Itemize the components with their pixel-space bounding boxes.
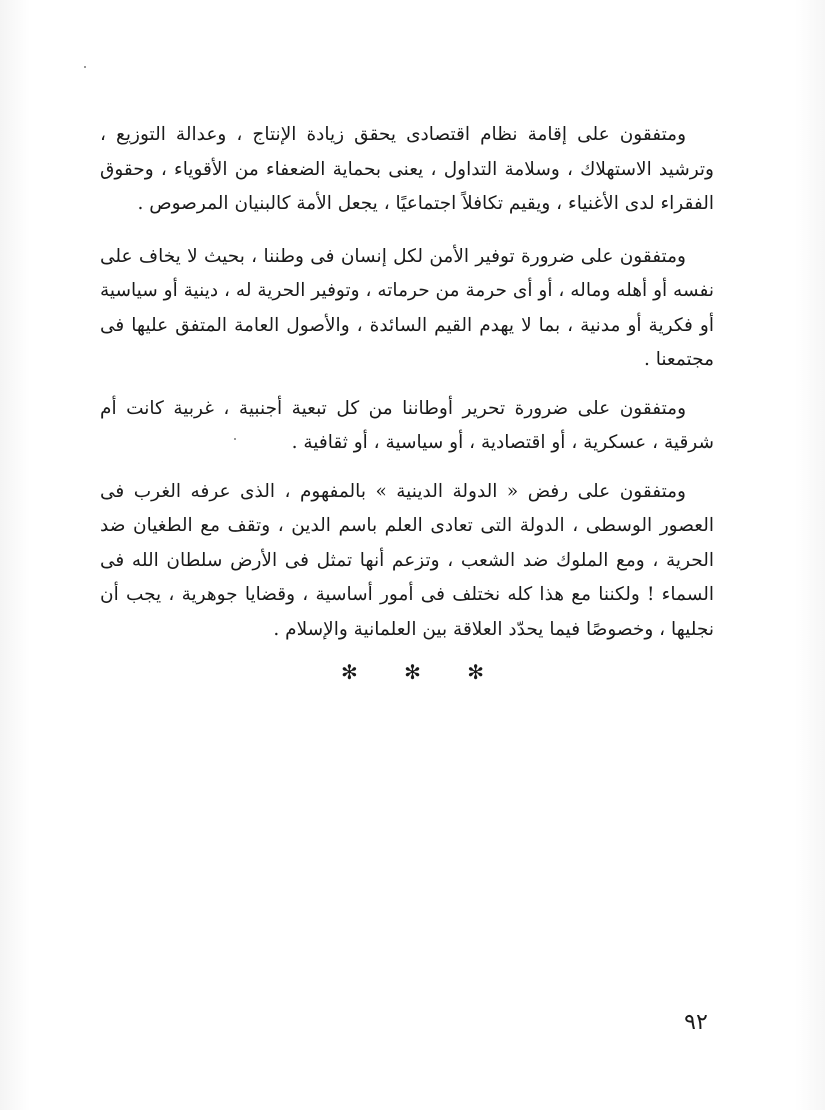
asterisk-ornament: ✻ xyxy=(467,660,484,684)
paragraph-economic-system: ومتفقون على إقامة نظام اقتصادى يحقق زيادة الإنتاج ، وعدالة التوزيع ، وترشيد الاستهلاك ، وسلامة التداول ، يعنى بحماية الضعفاء من الأقوياء ، وحقوق الفقراء لدى الأغنياء ، ويقيم تكافلاً اجتماعيًا ، يجعل الأمة كالبنيان المرصوص . xyxy=(100,124,714,214)
paragraph-religious-state: ومتفقون على رفض « الدولة الدينية » بالمفهوم ، الذى عرفه الغرب فى العصور الوسطى ، الدولة التى تعادى العلم باسم الدين ، وتقف مع الطغيان ضد الحرية ، ومع الملوك ضد الشعب ، وتزعم أنها تمثل فى الأرض سلطان الله فى السماء ! ولكننا مع هذا كله نختلف فى أمور أساسية ، وقضايا جوهرية ، يجب أن نجليها ، وخصوصًا فيما يحدّد العلاقة بين العلمانية والإسلام . xyxy=(100,480,714,640)
asterisk-ornament: ✻ xyxy=(404,660,421,684)
scan-speck xyxy=(84,66,86,68)
body-text xyxy=(100,118,714,661)
scan-speck xyxy=(234,438,236,440)
asterisk-ornament: ✻ xyxy=(340,660,358,684)
paragraph-liberation: ومتفقون على ضرورة تحرير أوطاننا من كل تبعية أجنبية ، غربية كانت أم شرقية ، عسكرية ، أو اقتصادية ، أو سياسية ، أو ثقافية . xyxy=(100,397,714,453)
page-number: ٩٢ xyxy=(684,1010,708,1035)
paragraph-security-freedom: ومتفقون على ضرورة توفير الأمن لكل إنسان فى وطننا ، بحيث لا يخاف على نفسه أو أهله وماله ، أو أى حرمة من حرماته ، وتوفير الحرية له ، دينية أو سياسية أو فكرية أو مدنية ، بما لا يهدم القيم السائدة ، والأصول العامة المتفق عليها فى مجتمعنا . xyxy=(100,245,714,370)
section-separator xyxy=(0,660,825,684)
